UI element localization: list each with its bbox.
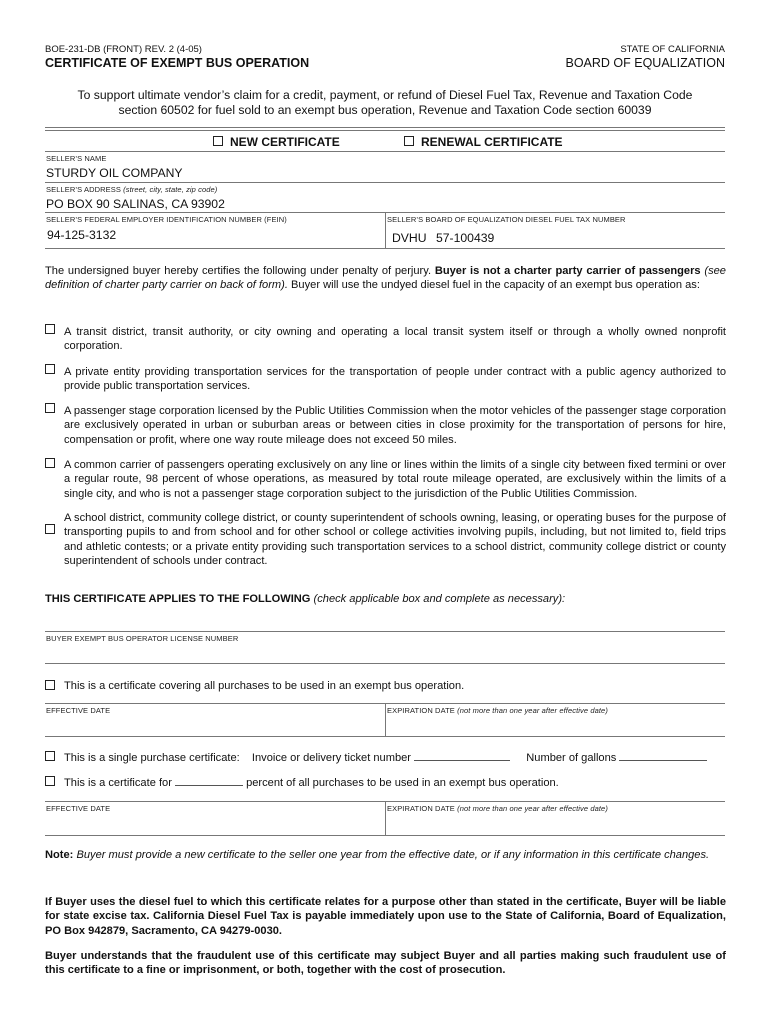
fraud-paragraph: Buyer understands that the fraudulent use of this certificate may subject Buyer and all parties making such fraudulent use of this certificate to a fine or imprisonment, or both, together with the cost of prosecution. <box>45 950 726 977</box>
single-purchase-checkbox[interactable] <box>45 751 55 761</box>
intro-line-2: section 60502 for fuel sold to an exempt bus operation, Revenue and Taxation Code section 60039 <box>118 103 652 117</box>
renewal-certificate-label: RENEWAL CERTIFICATE <box>421 135 563 149</box>
divider <box>45 151 725 152</box>
effective-date-label: EFFECTIVE DATE <box>46 706 111 715</box>
option-school-district-text: A school district, community college district, or county superintendent of schools owning, leasing, or operating buses for the purpose of transporting pupils to and from school and for other school or college activities involving pupils, including, but not limited to, field trips and athletic contests; or a private entity providing such transportation services to a school district, community college district or county superintendent of schools under contract. <box>64 512 726 567</box>
option-transit-checkbox[interactable] <box>45 324 55 334</box>
divider <box>45 130 725 131</box>
expiration-date-note-2: (not more than one year after effective date) <box>457 804 608 813</box>
seller-address-field[interactable]: PO BOX 90 SALINAS, CA 93902 <box>46 197 225 211</box>
note-paragraph <box>45 848 726 862</box>
seller-fein-field[interactable]: 94-125-3132 <box>47 228 117 242</box>
gallons-field[interactable] <box>619 750 707 761</box>
seller-name-label: SELLER’S NAME <box>46 154 107 163</box>
seller-boe-number-label: SELLER’S BOARD OF EQUALIZATION DIESEL FUEL TAX NUMBER <box>387 215 626 224</box>
percent-certificate-line <box>64 775 559 789</box>
option-passenger-stage-text: A passenger stage corporation licensed by the Public Utilities Commission when the motor vehicles of the passenger stage corporation are exclusively operated in urban or suburban areas or between cities in close proximity for the transportation of persons for hire, compensation or profit, where one way route mileage does not exceed 50 miles. <box>64 405 726 446</box>
option-common-carrier-text: A common carrier of passengers operating exclusively on any line or lines within the limits of a single city between fixed termini or over a regular route, 98 percent of whose operations, as measured by total route mileage operated, are exclusively within the limits of a single city, and who is not a passenger stage corporation subject to the jurisdiction of the Public Utilities Commission. <box>64 459 726 500</box>
gallons-label: Number of gallons <box>526 752 617 764</box>
option-private-entity-text: A private entity providing transportation services for the transportation of people under contract with a public agency authorized to provide public transportation services. <box>64 366 726 393</box>
note-text: Buyer must provide a new certificate to the seller one year from the effective date, or if any information in this certificate changes. <box>76 849 710 861</box>
liability-paragraph: If Buyer uses the diesel fuel to which this certificate relates for a purpose other than stated in the certificate, Buyer will be liable for state excise tax. California Diesel Fuel Tax is payable immediately upon use to the State of California, Board of Equalization, PO Box 942879, Sacramento, CA 94279-0030. <box>45 896 726 937</box>
divider <box>45 835 725 836</box>
seller-address-label-text: SELLER’S ADDRESS <box>46 185 121 194</box>
divider <box>45 631 725 632</box>
certification-text-c: (see definition of charter party carrier on back of form). <box>45 265 726 292</box>
certification-text-b: Buyer is not a charter party carrier of passengers <box>434 265 701 277</box>
note-label: Note: <box>45 849 74 861</box>
column-divider <box>385 801 386 835</box>
form-number: BOE-231-DB (FRONT) REV. 2 (4-05) <box>45 44 202 55</box>
agency-name: BOARD OF EQUALIZATION <box>565 56 725 70</box>
all-purchases-checkbox[interactable] <box>45 680 55 690</box>
new-certificate-checkbox[interactable] <box>213 136 223 146</box>
divider <box>45 663 725 664</box>
new-certificate-label: NEW CERTIFICATE <box>230 135 340 149</box>
invoice-number-field[interactable] <box>414 750 510 761</box>
seller-fein-label: SELLER’S FEDERAL EMPLOYER IDENTIFICATION NUMBER (FEIN) <box>46 215 287 224</box>
option-school-district-checkbox[interactable] <box>45 524 55 534</box>
percent-certificate-checkbox[interactable] <box>45 776 55 786</box>
effective-date-label-2: EFFECTIVE DATE <box>46 804 111 813</box>
expiration-date-label-text-2: EXPIRATION DATE <box>387 804 455 813</box>
single-purchase-line <box>64 750 707 764</box>
single-purchase-text: This is a single purchase certificate: <box>64 752 240 764</box>
option-private-entity-checkbox[interactable] <box>45 364 55 374</box>
seller-address-hint: (street, city, state, zip code) <box>123 185 218 194</box>
effective-date-field-2[interactable] <box>45 812 383 832</box>
certification-text-d: Buyer will use the undyed diesel fuel in the capacity of an exempt bus operation as: <box>291 279 700 292</box>
column-divider <box>385 212 386 248</box>
seller-name-field[interactable]: STURDY OIL COMPANY <box>46 166 183 180</box>
percent-field[interactable] <box>175 775 243 786</box>
expiration-date-field-2[interactable] <box>387 812 725 832</box>
percent-certificate-suffix: percent of all purchases to be used in an exempt bus operation. <box>246 777 559 789</box>
all-purchases-text: This is a certificate covering all purchases to be used in an exempt bus operation. <box>64 680 465 692</box>
divider <box>45 248 725 249</box>
divider <box>45 182 725 183</box>
seller-address-label <box>46 185 217 194</box>
license-number-label: BUYER EXEMPT BUS OPERATOR LICENSE NUMBER <box>46 634 239 643</box>
expiration-date-label-text: EXPIRATION DATE <box>387 706 455 715</box>
certification-paragraph <box>45 264 726 293</box>
applies-heading <box>45 593 565 605</box>
seller-boe-prefix: DVHU <box>392 231 427 245</box>
expiration-date-field[interactable] <box>387 714 725 734</box>
applies-heading-text: THIS CERTIFICATE APPLIES TO THE FOLLOWING <box>45 593 311 605</box>
seller-boe-number-field[interactable]: 57-100439 <box>436 231 495 245</box>
option-transit-text: A transit district, transit authority, or city owning and operating a local transit system itself or through a wholly owned nonprofit corporation. <box>64 326 726 353</box>
intro-line-1: To support ultimate vendor’s claim for a credit, payment, or refund of Diesel Fuel Tax, Revenue and Taxation Code <box>77 88 693 102</box>
license-number-field[interactable] <box>45 642 725 662</box>
effective-date-field[interactable] <box>45 714 383 734</box>
percent-certificate-prefix: This is a certificate for <box>64 777 172 789</box>
renewal-certificate-checkbox[interactable] <box>404 136 414 146</box>
column-divider <box>385 703 386 736</box>
state-name: STATE OF CALIFORNIA <box>620 44 725 55</box>
form-title: CERTIFICATE OF EXEMPT BUS OPERATION <box>45 56 310 70</box>
divider <box>45 736 725 737</box>
divider <box>45 127 725 128</box>
invoice-number-label: Invoice or delivery ticket number <box>251 752 411 764</box>
expiration-date-note: (not more than one year after effective date) <box>457 706 608 715</box>
applies-heading-note: (check applicable box and complete as necessary): <box>313 593 566 605</box>
certification-text-a: The undersigned buyer hereby certifies the following under penalty of perjury. <box>45 265 432 277</box>
option-common-carrier-checkbox[interactable] <box>45 458 55 468</box>
option-passenger-stage-checkbox[interactable] <box>45 403 55 413</box>
